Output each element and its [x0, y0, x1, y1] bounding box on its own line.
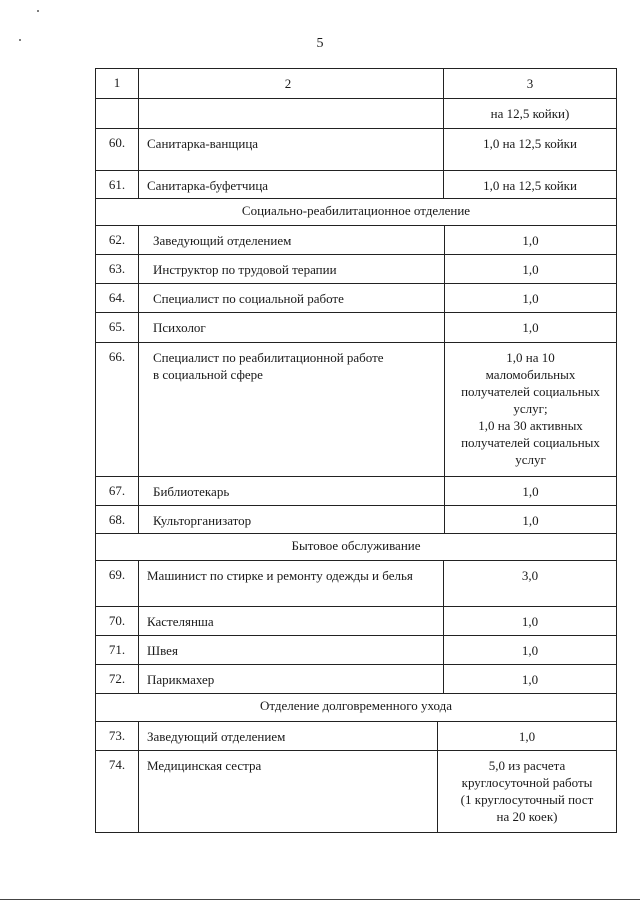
row-title: Специалист по социальной работе — [139, 284, 445, 312]
table-header-row — [96, 69, 616, 99]
row-value: 1,0 — [522, 513, 539, 528]
header-col-2: 2 — [139, 69, 444, 98]
table-row — [96, 284, 616, 313]
row-number: 70. — [96, 607, 139, 635]
table-row — [96, 343, 616, 477]
section-heading-social: Социально-реабилитационное отделение — [96, 199, 616, 226]
table-row — [96, 99, 616, 129]
header-col-1: 1 — [96, 69, 139, 98]
row-title: Санитарка-буфетчица — [139, 171, 444, 198]
row-title: Культорганизатор — [139, 506, 445, 533]
header-col-3: 3 — [526, 76, 534, 91]
row-value — [445, 343, 616, 476]
row-number: 67. — [96, 477, 139, 505]
row-number: 74. — [96, 751, 139, 832]
row-value: 3,0 — [521, 568, 539, 583]
table-row — [96, 313, 616, 343]
row-title: Инструктор по трудовой терапии — [139, 255, 445, 283]
row-value: 1,0 — [522, 291, 539, 306]
table-row — [96, 171, 616, 199]
scan-speck — [37, 10, 39, 12]
row-number: 60. — [96, 129, 139, 170]
row-value: 1,0 — [522, 233, 539, 248]
row-value — [438, 751, 616, 832]
row-number: 69. — [96, 561, 139, 606]
row-title — [139, 343, 445, 476]
row-title: Заведующий отделением — [139, 722, 438, 750]
row-title: Швея — [139, 636, 444, 664]
row-value: 1,0 — [522, 320, 539, 335]
row-title: Психолог — [139, 313, 445, 342]
row-value-line: 1,0 на 10 — [506, 350, 555, 365]
table-row — [96, 751, 616, 833]
row-value: 1,0 — [522, 484, 539, 499]
row-number: 68. — [96, 506, 139, 533]
table-row — [96, 255, 616, 284]
row-number: 65. — [96, 313, 139, 342]
page-bottom-edge — [0, 899, 640, 900]
row-value-line: 5,0 из расчета — [488, 758, 566, 773]
row-number: 64. — [96, 284, 139, 312]
table-row — [96, 561, 616, 607]
row-value-line: услуг; — [513, 401, 548, 416]
row-value: 1,0 — [521, 614, 539, 629]
row-number — [96, 99, 139, 128]
row-title — [139, 99, 444, 128]
row-value: 1,0 — [521, 672, 539, 687]
row-number: 63. — [96, 255, 139, 283]
row-value-line: (1 круглосуточный пост — [460, 792, 594, 807]
table-row — [96, 477, 616, 506]
row-value: на 12,5 койки) — [490, 106, 570, 121]
row-number: 73. — [96, 722, 139, 750]
table-row — [96, 636, 616, 665]
staffing-table — [95, 68, 617, 833]
row-value-line: услуг — [515, 452, 546, 467]
row-value: 1,0 на 12,5 койки — [483, 136, 577, 151]
table-row — [96, 665, 616, 694]
row-title-line: в социальной сфере — [153, 367, 263, 382]
row-value-line: на 20 коек) — [496, 809, 558, 824]
row-value-line: маломобильных — [485, 367, 576, 382]
row-title: Заведующий отделением — [139, 226, 445, 254]
table-row — [96, 226, 616, 255]
table-row — [96, 722, 616, 751]
table-row — [96, 129, 616, 171]
row-title: Библиотекарь — [139, 477, 445, 505]
row-number: 72. — [96, 665, 139, 693]
row-number: 66. — [96, 343, 139, 476]
row-number: 62. — [96, 226, 139, 254]
row-value-line: получателей социальных — [461, 435, 600, 450]
row-value-line: круглосуточной работы — [461, 775, 593, 790]
table-row — [96, 607, 616, 636]
row-title: Медицинская сестра — [139, 751, 438, 832]
row-title-line: Специалист по реабилитационной работе — [153, 350, 384, 365]
row-number: 61. — [96, 171, 139, 198]
section-heading-household: Бытовое обслуживание — [96, 534, 616, 561]
row-value: 1,0 — [522, 262, 539, 277]
row-title: Машинист по стирке и ремонту одежды и белья — [139, 561, 444, 606]
row-value-line: получателей социальных — [461, 384, 600, 399]
page-number: 5 — [316, 36, 324, 51]
row-title: Парикмахер — [139, 665, 444, 693]
row-number: 71. — [96, 636, 139, 664]
section-heading-longterm: Отделение долговременного ухода — [96, 694, 616, 722]
row-value: 1,0 на 12,5 койки — [483, 178, 577, 193]
row-title: Кастелянша — [139, 607, 444, 635]
row-value: 1,0 — [518, 729, 536, 744]
table-row — [96, 506, 616, 534]
row-value: 1,0 — [521, 643, 539, 658]
row-value-line: 1,0 на 30 активных — [478, 418, 583, 433]
row-title: Санитарка-ванщица — [139, 129, 444, 170]
